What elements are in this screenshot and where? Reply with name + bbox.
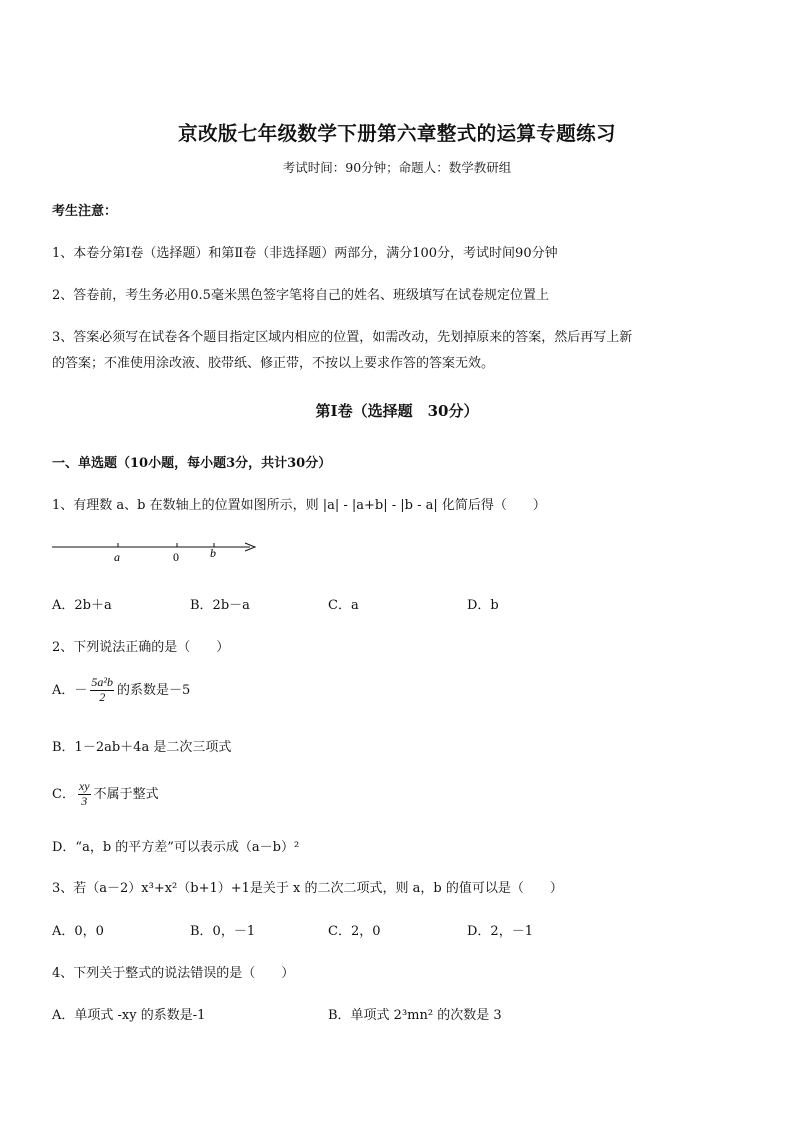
label-zero: 0 xyxy=(173,550,179,564)
q2-option-c-fraction xyxy=(78,780,91,809)
q2-option-a-suffix: 的系数是－5 xyxy=(117,682,191,698)
notice-item-1: 1、本卷分第Ⅰ卷（选择题）和第Ⅱ卷（非选择题）两部分，满分100分，考试时间90分钟 xyxy=(52,246,558,261)
part-heading: 一、单选题（10小题，每小题3分，共计30分） xyxy=(52,456,332,471)
q2-option-b[interactable]: B．1－2ab＋4a 是二次三项式 xyxy=(52,740,232,755)
q3-option-c[interactable]: C．2，0 xyxy=(328,924,381,939)
q1-option-d[interactable]: D．b xyxy=(467,598,499,613)
q2-option-c-suffix: 不属于整式 xyxy=(93,786,159,802)
notice-heading: 考生注意： xyxy=(52,204,118,219)
q1-option-a[interactable]: A．2b＋a xyxy=(52,598,112,613)
number-line-figure xyxy=(50,535,265,565)
notice-item-3-line1: 3、答案必须写在试卷各个题目指定区域内相应的位置，如需改动，先划掉原来的答案，然后再写上新 xyxy=(52,330,633,345)
label-b: b xyxy=(210,546,216,560)
page-subtitle: 考试时间：90分钟；命题人：数学教研组 xyxy=(282,160,512,175)
q3-option-d[interactable]: D．2，－1 xyxy=(467,924,533,939)
q3-stem: 3、若（a－2）x³+x²（b+1）+1是关于 x 的二次二项式，则 a，b 的值可以是（ ） xyxy=(52,881,563,896)
notice-item-3-line2: 的答案；不准使用涂改液、胶带纸、修正带，不按以上要求作答的答案无效。 xyxy=(52,356,495,371)
q2-option-a-prefix: A．－ xyxy=(52,682,88,698)
q4-option-b[interactable]: B．单项式 2³mn² 的次数是 3 xyxy=(328,1008,502,1023)
q2-option-d[interactable]: D．“a，b 的平方差”可以表示成（a－b）² xyxy=(52,840,300,855)
notice-item-2: 2、答卷前，考生务必用0.5毫米黑色签字笔将自己的姓名、班级填写在试卷规定位置上 xyxy=(52,288,549,303)
q1-option-b[interactable]: B．2b－a xyxy=(190,598,250,613)
q2-option-a-numerator: 5a²b xyxy=(91,675,113,689)
q1-stem: 1、有理数 a、b 在数轴上的位置如图所示，则 |a| - |a+b| - |b - a| 化简后得（ ） xyxy=(52,498,546,513)
q2-option-c-prefix: C． xyxy=(52,786,75,802)
q2-stem: 2、下列说法正确的是（ ） xyxy=(52,640,230,655)
section-title: 第Ⅰ卷（选择题 30分） xyxy=(315,402,479,420)
q2-option-a-denominator: 2 xyxy=(99,689,106,704)
q3-option-b[interactable]: B．0，－1 xyxy=(190,924,256,939)
q2-option-c-denominator: 3 xyxy=(81,793,88,808)
page-title: 京改版七年级数学下册第六章整式的运算专题练习 xyxy=(178,122,616,145)
q2-option-c[interactable] xyxy=(52,780,159,809)
label-a: a xyxy=(114,550,120,564)
q2-option-c-numerator: xy xyxy=(78,779,90,793)
q2-option-a-fraction xyxy=(90,676,114,705)
q2-option-a[interactable] xyxy=(52,676,190,705)
q1-option-c[interactable]: C．a xyxy=(328,598,359,613)
q3-option-a[interactable]: A．0，0 xyxy=(52,924,104,939)
q4-option-a[interactable]: A．单项式 -xy 的系数是-1 xyxy=(52,1008,206,1023)
q4-stem: 4、下列关于整式的说法错误的是（ ） xyxy=(52,966,295,981)
